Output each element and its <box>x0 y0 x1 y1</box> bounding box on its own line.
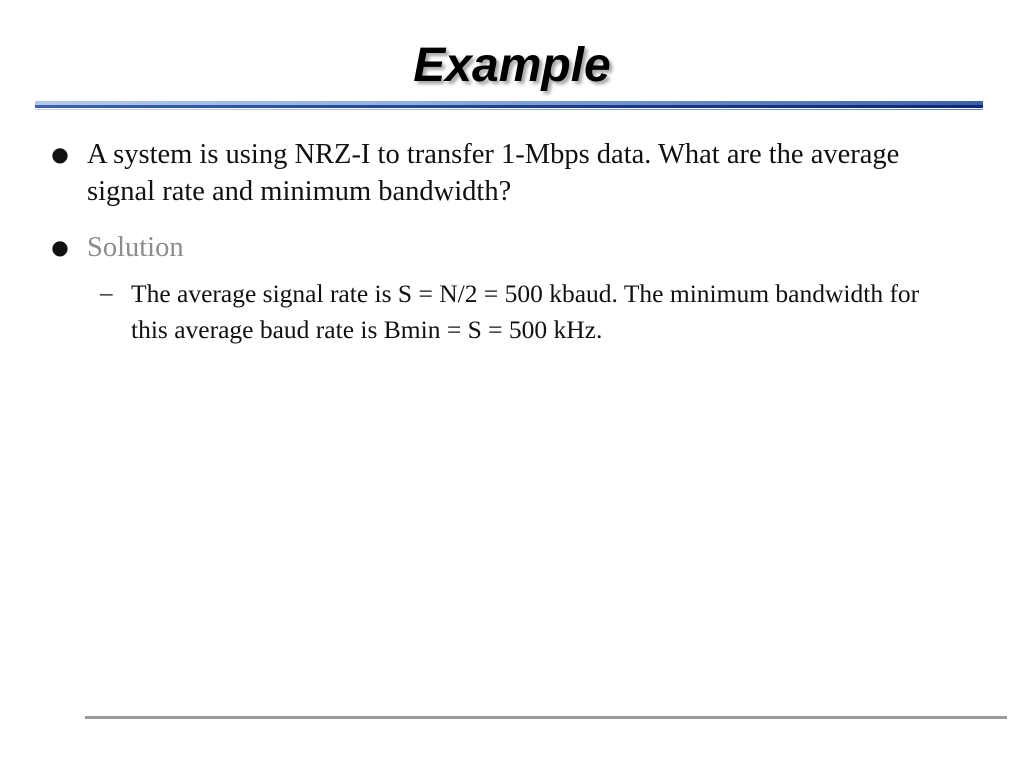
title-underline <box>35 101 983 111</box>
bullet-item-question: A system is using NRZ-I to transfer 1-Mbps data. What are the average signal rate and minimum bandwidth? <box>87 139 900 207</box>
bullet-item-solution-heading: Solution <box>87 232 184 263</box>
bullet-icon: ● <box>51 142 69 166</box>
sub-item-solution-answer: The average signal rate is S = N/2 = 500 kbaud. The minimum bandwidth for this average baud rate is Bmin = S = 500 kHz. <box>131 279 920 344</box>
slide-title: Example <box>413 39 611 92</box>
dash-icon: – <box>100 280 113 307</box>
title-underline-dark-band <box>35 105 983 108</box>
bullet-icon: ● <box>51 235 69 259</box>
footer-divider <box>85 716 1007 719</box>
title-underline-thin-band <box>35 109 983 110</box>
